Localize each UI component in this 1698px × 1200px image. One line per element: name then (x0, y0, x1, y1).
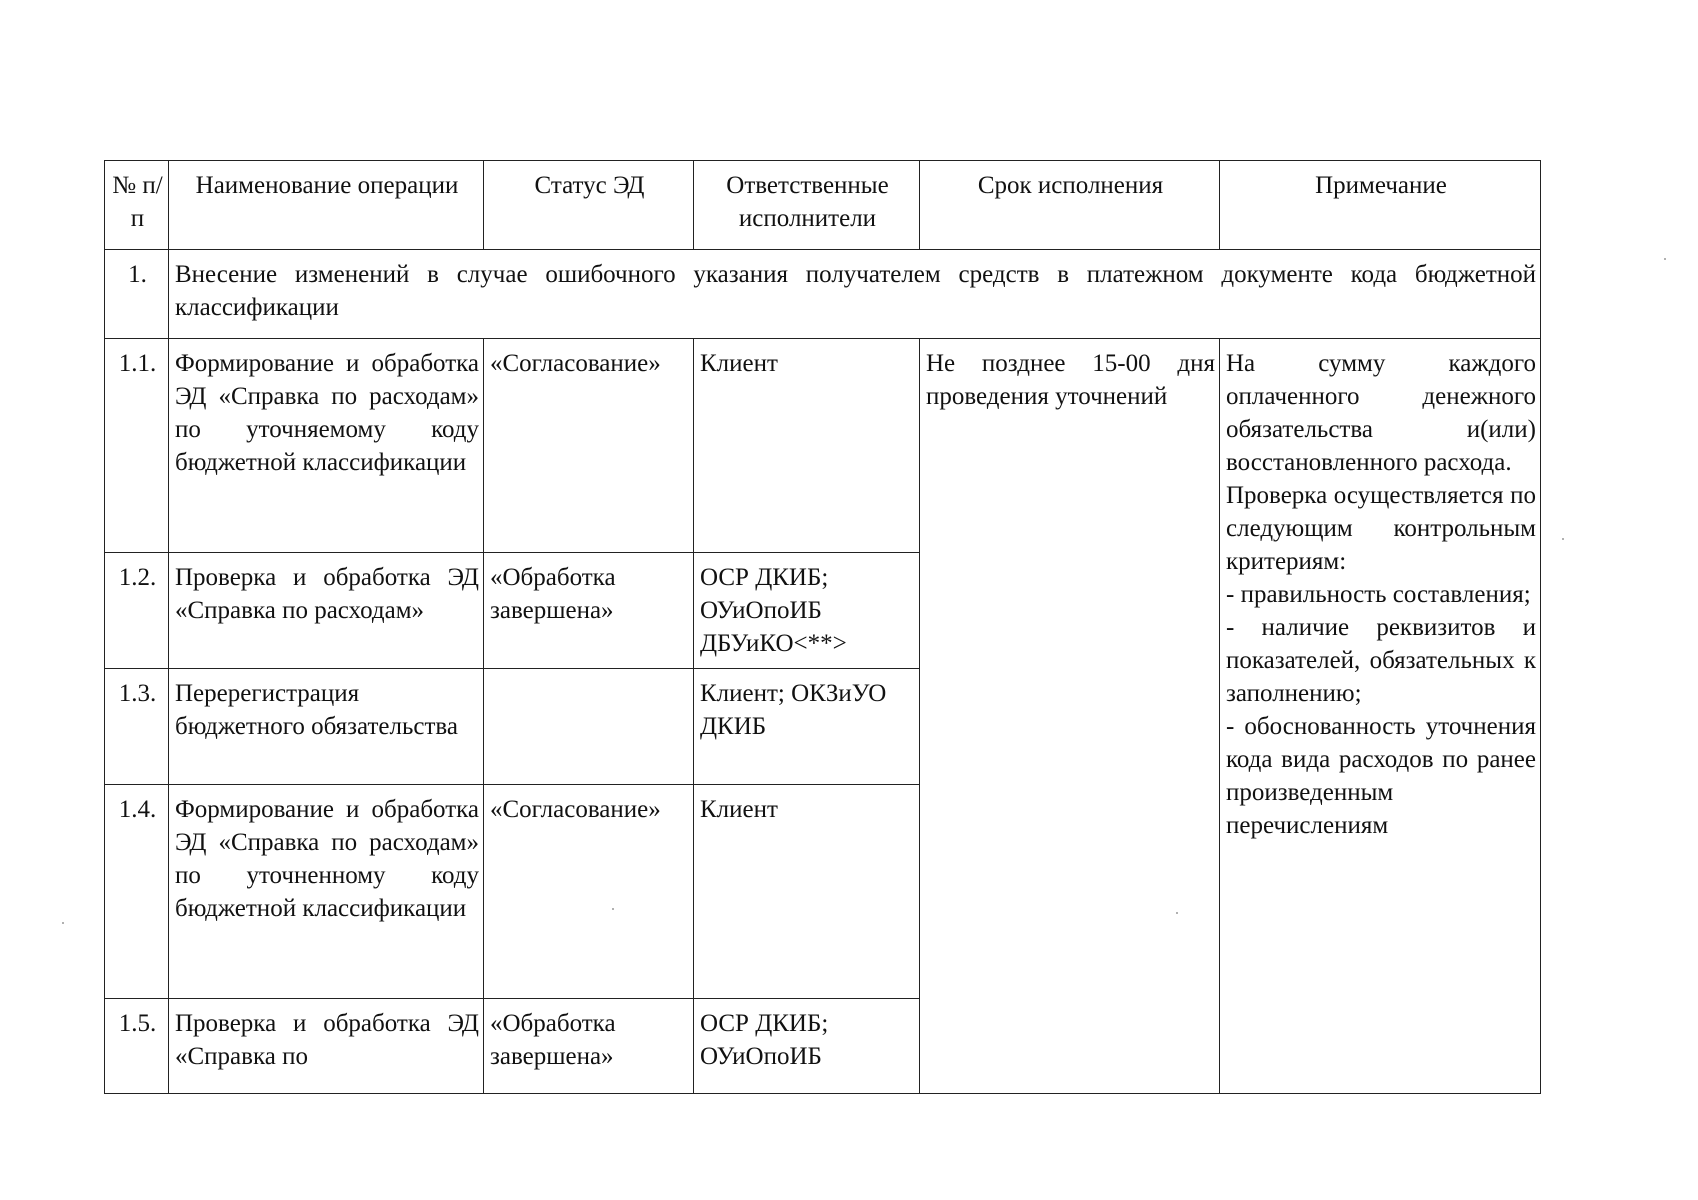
section-row (105, 250, 1541, 339)
scan-speck (612, 908, 614, 910)
header-num: № п/п (105, 161, 169, 250)
row-responsible: Клиент (694, 785, 920, 999)
row-responsible: Клиент; ОКЗиУО ДКИБ (694, 669, 920, 785)
scan-speck (1176, 912, 1178, 914)
row-status (484, 669, 694, 785)
note-line: - обоснованность уточнения кода вида расходов по ранее произведенным перечислениям (1226, 713, 1536, 839)
note-line: - правильность составления; (1226, 581, 1531, 608)
row-status: «Согласование» (484, 785, 694, 999)
header-responsible: Ответственные исполнители (694, 161, 920, 250)
scan-speck (1562, 538, 1564, 540)
row-responsible: ОСР ДКИБ; ОУиОпоИБ ДБУиКО<**> (694, 553, 920, 669)
note-line: На сумму каждого оплаченного денежного обязательства и(или) восстановленного расхода. (1226, 350, 1536, 476)
note-line: - наличие реквизитов и показателей, обязательных к заполнению; (1226, 614, 1536, 707)
note-cell (1220, 339, 1541, 1094)
row-operation: Проверка и обработка ЭД «Справка по расходам» (169, 553, 484, 669)
scan-speck (62, 922, 64, 924)
section-title: Внесение изменений в случае ошибочного указания получателем средств в платежном документе кода бюджетной классификации (169, 250, 1541, 339)
row-num: 1.5. (105, 999, 169, 1094)
header-status: Статус ЭД (484, 161, 694, 250)
row-operation: Формирование и обработка ЭД «Справка по расходам» по уточняемому коду бюджетной классификации (169, 339, 484, 553)
header-deadline: Срок исполнения (920, 161, 1220, 250)
row-operation: Формирование и обработка ЭД «Справка по расходам» по уточненному коду бюджетной классификации (169, 785, 484, 999)
header-note: Примечание (1220, 161, 1541, 250)
row-num: 1.3. (105, 669, 169, 785)
row-status: «Согласование» (484, 339, 694, 553)
scan-speck (1664, 258, 1666, 260)
deadline-cell: Не позднее 15-00 дня проведения уточнений (920, 339, 1220, 1094)
row-status: «Обработка завершена» (484, 553, 694, 669)
row-responsible: ОСР ДКИБ; ОУиОпоИБ (694, 999, 920, 1094)
row-operation: Перерегистрация бюджетного обязательства (169, 669, 484, 785)
header-operation: Наименование операции (169, 161, 484, 250)
section-num: 1. (105, 250, 169, 339)
note-line: Проверка осуществляется по следующим контрольным критериям: (1226, 482, 1536, 575)
row-operation: Проверка и обработка ЭД «Справка по (169, 999, 484, 1094)
operations-table (104, 160, 1541, 1094)
row-num: 1.1. (105, 339, 169, 553)
row-status: «Обработка завершена» (484, 999, 694, 1094)
row-num: 1.4. (105, 785, 169, 999)
row-responsible: Клиент (694, 339, 920, 553)
table-header-row (105, 161, 1541, 250)
row-num: 1.2. (105, 553, 169, 669)
table-row (105, 339, 1541, 553)
